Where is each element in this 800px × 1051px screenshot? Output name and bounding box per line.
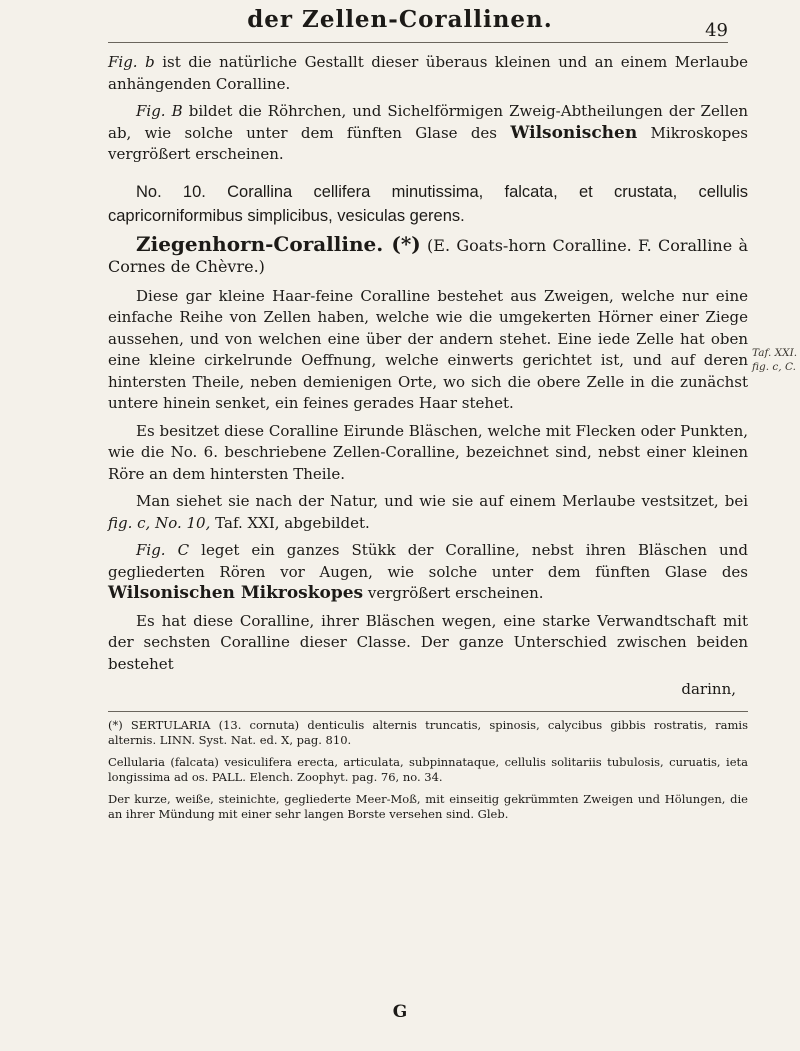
margin-note-figs: fig. c, C. (752, 361, 796, 373)
paragraph-fig-C-text: leget ein ganzes Stükk der Coralline, nebst ihren Bläschen und gegliederten Rören vor Augen, wie solche unter dem fünften Glase des (108, 541, 748, 581)
paragraph-3 (108, 491, 748, 534)
page-number: 49 (705, 20, 728, 41)
paragraph-1: Diese gar kleine Haar-feine Coralline bestehet aus Zweigen, welche nur eine einfache Reihe von Zellen haben, welche wie die umgekerten Hörner einer Ziege aussehen, und von welchen eine über der andern stehet. Eine iede Zelle hat oben eine kleine cirkelrunde Oeffnung, welche einwerts gerichtet ist, und auf deren hintersten Theile, neben demienigen Orte, wo sich die obere Zelle in die zunächst untere hinein senket, ein feines gerades Haar stehet. (108, 286, 748, 412)
paragraph-fig-b-text: ist die natürliche Gestallt dieser überaus kleinen und an einem Merlaube anhängenden Coralline. (108, 53, 748, 93)
paragraph-fig-B-text: bildet die Röhrchen, und Sichelförmigen Zweig-Abtheilungen der Zellen ab, wie solche unter dem fünften Glase des (108, 102, 748, 142)
paragraph-2: Es besitzet diese Coralline Eirunde Bläschen, welche mit Flecken oder Punkten, wie die No. 6. beschriebene Zellen-Coralline, bezeichnet sind, nebst einer kleinen Röre an dem hintersten Theile. (108, 421, 748, 483)
footnote-1: (*) SERTULARIA (13. cornuta) denticulis alternis truncatis, spinosis, calycibus gibbis rostratis, ramis alternis. LINN. Syst. Nat. ed. X, pag. 810. (108, 717, 748, 747)
footnote-2: Cellularia (falcata) vesiculifera erecta, articulata, subpinnataque, cellulis solitariis tubulosis, curuatis, ieta longissima ad os. PALL. Elench. Zoophyt. pag. 76, no. 34. (108, 754, 748, 784)
paragraph-5: Es hat diese Coralline, ihrer Bläschen wegen, eine starke Verwandtschaft mit der sechsten Coralline dieser Classe. Der ganze Unterschied zwischen beiden bestehet (108, 611, 748, 673)
species-title (108, 231, 748, 278)
paragraph-fig-B-tail: Mikroskopes vergrößert erscheinen. (108, 123, 748, 163)
footnote-rule (108, 711, 748, 712)
fig-ref-C: Fig. C (136, 541, 190, 559)
paragraph-fig-B-emph: Wilsonischen (510, 122, 638, 143)
signature-mark: G (392, 1002, 408, 1022)
paragraph-3-ref: fig. c, No. 10, (108, 513, 211, 532)
margin-note-plate: Taf. XXI. (752, 347, 798, 359)
species-heading-latin: No. 10. Corallina cellifera minutissima, falcata, et crustata, cellulis capricorniformibus simplicibus, vesiculas gerens. (108, 182, 748, 225)
paragraph-fig-b (108, 52, 748, 95)
species-title-rest: (E. Goats-horn Coralline. F. Coralline à Cornes de Chèvre.) (108, 235, 748, 276)
fig-ref-B: Fig. B (136, 102, 183, 120)
catchword: darinn, (681, 680, 736, 698)
header-rule (108, 42, 728, 43)
paragraph-fig-B (108, 101, 748, 166)
fig-ref-b: Fig. b (108, 53, 155, 71)
margin-note (752, 346, 798, 374)
paragraph-3-a: Man siehet sie nach der Natur, und wie sie auf einem Merlaube vestsitzet, bei (136, 492, 748, 510)
footnotes (108, 718, 748, 823)
paragraph-fig-C-emph: Wilsonischen Mikroskopes (108, 583, 364, 603)
paragraph-fig-C-tail: vergrößert erscheinen. (367, 584, 544, 602)
paragraph-3-b: Taf. XXI, abgebildet. (215, 513, 370, 532)
body-text (108, 52, 748, 829)
species-title-german: Ziegenhorn-Coralline. (*) (136, 231, 421, 256)
running-head: der Zellen-Corallinen. (247, 6, 553, 33)
footnote-3: Der kurze, weiße, steinichte, gegliederte Meer-Moß, mit einseitig gekrümmten Zweigen und Hölungen, die an ihrer Mündung mit einer sehr langen Borste versehen sind. Gleb. (108, 791, 748, 821)
paragraph-fig-C (108, 540, 748, 605)
